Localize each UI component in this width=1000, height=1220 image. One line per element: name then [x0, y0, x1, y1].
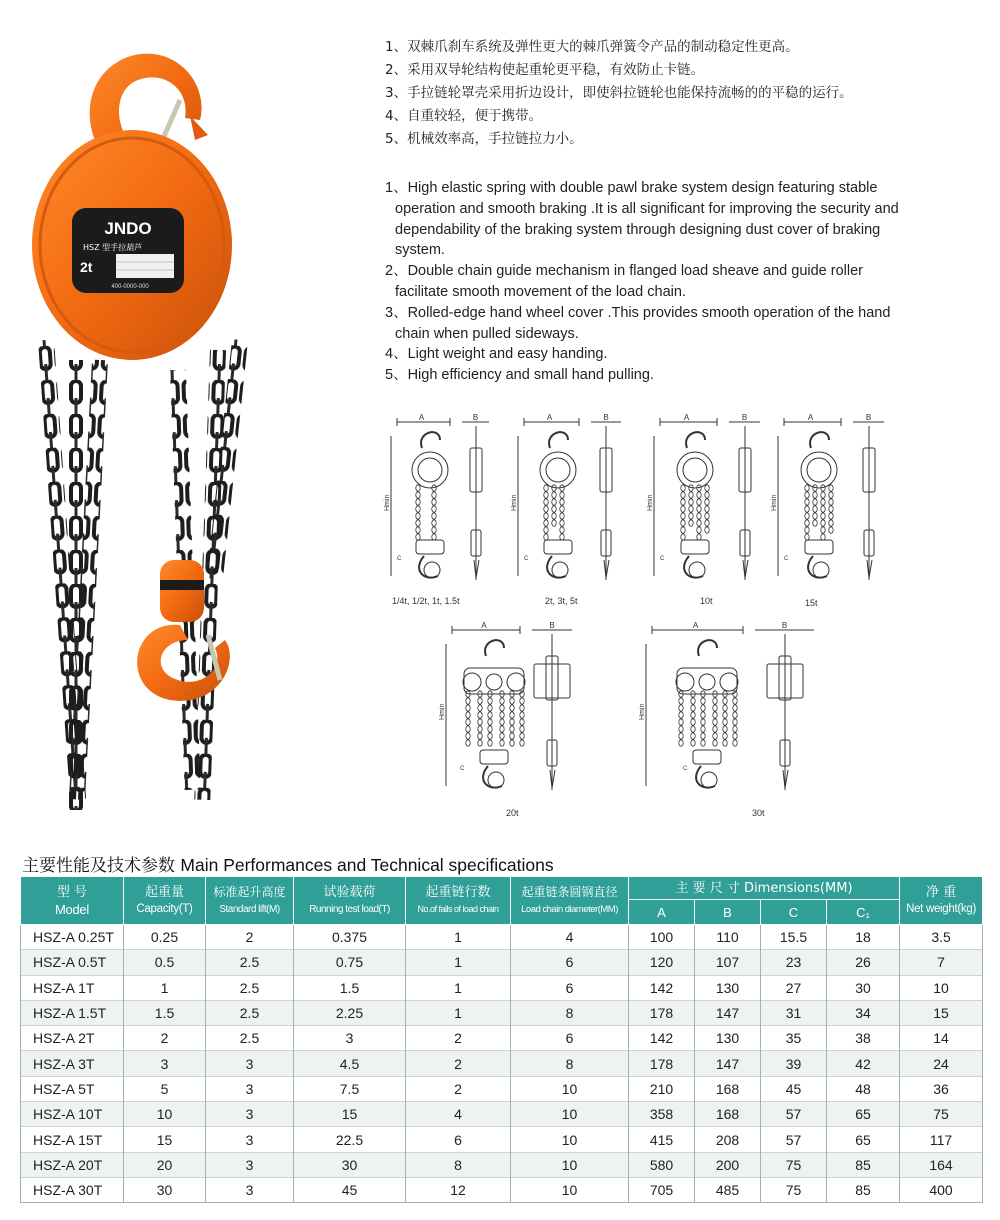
spec-title-cn: 主要性能及技术参数 — [22, 856, 175, 876]
model-cell: HSZ-A 0.5T — [21, 950, 124, 975]
diagram-caption: 2t, 3t, 5t — [545, 596, 578, 606]
header-dimensions: 主 要 尺 寸 Dimensions(MM) — [629, 877, 900, 900]
feature-en-item: 2、Double chain guide mechanism in flanged load sheave and guide roller facilitate smooth movement of the load chain. — [385, 263, 864, 300]
model-cell: HSZ-A 30T — [21, 1177, 124, 1202]
table-cell: 10 — [511, 1102, 629, 1127]
table-cell: 10 — [124, 1102, 206, 1127]
table-cell: 168 — [695, 1076, 761, 1101]
table-cell: 24 — [900, 1051, 983, 1076]
table-cell: 30 — [294, 1152, 406, 1177]
table-cell: 400 — [900, 1177, 983, 1202]
model-cell: HSZ-A 15T — [21, 1127, 124, 1152]
table-cell: 6 — [511, 1026, 629, 1051]
table-row — [21, 1076, 983, 1101]
diagram-caption: 30t — [752, 808, 765, 818]
dimension-diagram — [640, 620, 820, 800]
model-cell: HSZ-A 10T — [21, 1102, 124, 1127]
table-cell: 27 — [761, 975, 827, 1000]
table-cell: 30 — [124, 1177, 206, 1202]
brand-logo: JNDO — [104, 219, 152, 238]
table-cell: 2 — [406, 1026, 511, 1051]
table-cell: 57 — [761, 1127, 827, 1152]
table-cell: 147 — [695, 1051, 761, 1076]
table-cell: 75 — [761, 1152, 827, 1177]
table-cell: 2 — [124, 1026, 206, 1051]
table-row — [21, 1026, 983, 1051]
header-model: 型 号 Model — [21, 877, 124, 925]
table-cell: 6 — [511, 975, 629, 1000]
table-cell: 30 — [827, 975, 900, 1000]
table-cell: 48 — [827, 1076, 900, 1101]
table-cell: 2 — [406, 1076, 511, 1101]
table-cell: 26 — [827, 950, 900, 975]
table-cell: 2 — [206, 925, 294, 950]
features-chinese — [385, 36, 975, 151]
table-cell: 15.5 — [761, 925, 827, 950]
nameplate-title: HSZ 型手拉葫芦 — [83, 243, 143, 252]
table-cell: 15 — [294, 1102, 406, 1127]
table-cell: 39 — [761, 1051, 827, 1076]
table-cell: 8 — [511, 1051, 629, 1076]
table-cell: 35 — [761, 1026, 827, 1051]
table-cell: 1 — [406, 950, 511, 975]
table-cell: 3 — [206, 1127, 294, 1152]
table-cell: 15 — [900, 1000, 983, 1025]
svg-text:Hmin: Hmin — [384, 494, 391, 511]
diagram-caption: 10t — [700, 596, 713, 606]
table-cell: 10 — [511, 1177, 629, 1202]
chain-hoist-photo — [20, 40, 260, 820]
table-cell: 164 — [900, 1152, 983, 1177]
svg-text:Hmin: Hmin — [639, 703, 646, 720]
table-cell: 1.5 — [124, 1000, 206, 1025]
dimension-diagram — [512, 412, 627, 590]
table-cell: 210 — [629, 1076, 695, 1101]
table-cell: 10 — [511, 1127, 629, 1152]
table-cell: 2.5 — [206, 1000, 294, 1025]
table-cell: 5 — [124, 1076, 206, 1101]
table-cell: 42 — [827, 1051, 900, 1076]
table-row — [21, 950, 983, 975]
table-cell: 0.5 — [124, 950, 206, 975]
table-cell: 415 — [629, 1127, 695, 1152]
table-cell: 168 — [695, 1102, 761, 1127]
table-cell: 10 — [511, 1152, 629, 1177]
table-cell: 85 — [827, 1152, 900, 1177]
table-cell: 147 — [695, 1000, 761, 1025]
header-lift: 标准起升高度 Standard lift(M) — [206, 877, 294, 925]
table-cell: 12 — [406, 1177, 511, 1202]
table-cell: 1 — [406, 925, 511, 950]
header-dim-c1: C₁ — [827, 900, 900, 925]
table-cell: 20 — [124, 1152, 206, 1177]
header-falls: 起重链行数 No.of falls of load chain — [406, 877, 511, 925]
table-cell: 2.5 — [206, 1026, 294, 1051]
svg-text:C: C — [524, 556, 529, 562]
dimension-diagram — [385, 412, 495, 590]
table-cell: 15 — [124, 1127, 206, 1152]
header-test-load: 试验载荷 Running test load(T) — [294, 877, 406, 925]
table-cell: 31 — [761, 1000, 827, 1025]
feature-en-item: 3、Rolled-edge hand wheel cover .This provides smooth operation of the hand chain when pulled sideways. — [385, 304, 891, 342]
svg-text:Hmin: Hmin — [647, 494, 654, 511]
header-chain-diameter: 起重链条圆钢直径 Load chain diameter(MM) — [511, 877, 629, 925]
spec-title-en: Main Performances and Technical specifications — [180, 855, 554, 875]
table-cell: 36 — [900, 1076, 983, 1101]
svg-text:C: C — [397, 556, 402, 562]
svg-text:A: A — [692, 621, 699, 630]
table-cell: 75 — [900, 1102, 983, 1127]
table-cell: 4.5 — [294, 1051, 406, 1076]
svg-text:Hmin: Hmin — [439, 703, 446, 720]
table-cell: 2.25 — [294, 1000, 406, 1025]
table-row — [21, 975, 983, 1000]
table-cell: 57 — [761, 1102, 827, 1127]
table-cell: 358 — [629, 1102, 695, 1127]
table-cell: 75 — [761, 1177, 827, 1202]
table-cell: 18 — [827, 925, 900, 950]
spec-table — [20, 876, 983, 1203]
table-cell: 3 — [206, 1076, 294, 1101]
svg-text:A: A — [546, 413, 553, 422]
table-cell: 23 — [761, 950, 827, 975]
hand-chain — [38, 339, 248, 810]
model-cell: HSZ-A 0.25T — [21, 925, 124, 950]
table-cell: 142 — [629, 975, 695, 1000]
table-cell: 3.5 — [900, 925, 983, 950]
table-cell: 85 — [827, 1177, 900, 1202]
table-cell: 45 — [294, 1177, 406, 1202]
table-cell: 0.375 — [294, 925, 406, 950]
svg-text:A: A — [683, 413, 690, 422]
table-cell: 8 — [406, 1152, 511, 1177]
table-cell: 3 — [206, 1177, 294, 1202]
table-cell: 120 — [629, 950, 695, 975]
feature-en-item: 1、High elastic spring with double pawl brake system design featuring stable operation and smooth braking .It is all significant for improving the security and dependability of the braking system through designing dust cover of braking system. — [385, 180, 899, 259]
svg-text:B: B — [603, 413, 609, 422]
table-cell: 10 — [900, 975, 983, 1000]
table-cell: 130 — [695, 975, 761, 1000]
svg-text:A: A — [807, 413, 814, 422]
dimension-diagram — [772, 412, 890, 590]
feature-cn-item: 4、自重较轻，便于携带。 — [385, 108, 543, 124]
model-cell: HSZ-A 20T — [21, 1152, 124, 1177]
features-english — [385, 178, 905, 386]
svg-text:A: A — [418, 413, 425, 422]
feature-cn-item: 1、双棘爪刹车系统及弹性更大的棘爪弹簧令产品的制动稳定性更高。 — [385, 39, 799, 55]
table-cell: 110 — [695, 925, 761, 950]
table-cell: 65 — [827, 1102, 900, 1127]
table-row — [21, 1177, 983, 1202]
table-cell: 3 — [206, 1051, 294, 1076]
nameplate-capacity: 2t — [80, 259, 93, 275]
table-cell: 580 — [629, 1152, 695, 1177]
table-cell: 705 — [629, 1177, 695, 1202]
table-cell: 2.5 — [206, 950, 294, 975]
table-row — [21, 925, 983, 950]
model-cell: HSZ-A 5T — [21, 1076, 124, 1101]
header-dim-b: B — [695, 900, 761, 925]
model-cell: HSZ-A 1T — [21, 975, 124, 1000]
diagram-caption: 20t — [506, 808, 519, 818]
table-cell: 1.5 — [294, 975, 406, 1000]
table-row — [21, 1051, 983, 1076]
table-cell: 14 — [900, 1026, 983, 1051]
feature-cn-item: 2、采用双导轮结构使起重轮更平稳，有效防止卡链。 — [385, 62, 705, 78]
model-cell: HSZ-A 1.5T — [21, 1000, 124, 1025]
table-cell: 4 — [406, 1102, 511, 1127]
table-cell: 1 — [406, 975, 511, 1000]
table-cell: 3 — [124, 1051, 206, 1076]
table-cell: 7.5 — [294, 1076, 406, 1101]
table-row — [21, 1152, 983, 1177]
table-cell: 485 — [695, 1177, 761, 1202]
table-cell: 200 — [695, 1152, 761, 1177]
svg-text:C: C — [460, 766, 465, 772]
table-row — [21, 1102, 983, 1127]
table-cell: 1 — [406, 1000, 511, 1025]
table-cell: 4 — [511, 925, 629, 950]
table-cell: 7 — [900, 950, 983, 975]
table-cell: 10 — [511, 1076, 629, 1101]
table-cell: 178 — [629, 1000, 695, 1025]
svg-text:Hmin: Hmin — [511, 494, 518, 511]
svg-text:C: C — [660, 556, 665, 562]
svg-text:C: C — [683, 766, 688, 772]
svg-text:Hmin: Hmin — [771, 494, 778, 511]
svg-text:A: A — [481, 621, 487, 630]
dimension-diagram — [648, 412, 766, 590]
header-capacity: 起重量 Capacity(T) — [124, 877, 206, 925]
diagram-caption: 15t — [805, 598, 818, 608]
nameplate-phone: 400-0000-000 — [111, 284, 149, 290]
hoist-body — [32, 130, 232, 360]
table-cell: 6 — [511, 950, 629, 975]
table-cell: 38 — [827, 1026, 900, 1051]
svg-text:B: B — [549, 621, 555, 630]
model-cell: HSZ-A 3T — [21, 1051, 124, 1076]
table-cell: 34 — [827, 1000, 900, 1025]
svg-text:B: B — [781, 621, 788, 630]
svg-text:C: C — [784, 556, 789, 562]
svg-text:B: B — [741, 413, 748, 422]
table-cell: 0.25 — [124, 925, 206, 950]
feature-cn-item: 5、机械效率高，手拉链拉力小。 — [385, 131, 583, 147]
table-cell: 3 — [206, 1152, 294, 1177]
table-row — [21, 1127, 983, 1152]
table-cell: 2.5 — [206, 975, 294, 1000]
table-cell: 100 — [629, 925, 695, 950]
table-cell: 22.5 — [294, 1127, 406, 1152]
spec-title — [22, 851, 554, 876]
table-cell: 142 — [629, 1026, 695, 1051]
table-cell: 1 — [124, 975, 206, 1000]
model-cell: HSZ-A 2T — [21, 1026, 124, 1051]
table-cell: 8 — [511, 1000, 629, 1025]
header-weight: 净 重 Net weight(kg) — [900, 877, 983, 925]
table-row — [21, 1000, 983, 1025]
header-dim-a: A — [629, 900, 695, 925]
svg-text:B: B — [865, 413, 872, 422]
feature-cn-item: 3、手拉链轮罩壳采用折边设计，即使斜拉链轮也能保持流畅的的平稳的运行。 — [385, 85, 853, 101]
table-cell: 130 — [695, 1026, 761, 1051]
table-cell: 3 — [206, 1102, 294, 1127]
table-cell: 2 — [406, 1051, 511, 1076]
diagram-caption: 1/4t, 1/2t, 1t, 1.5t — [392, 596, 460, 606]
table-cell: 45 — [761, 1076, 827, 1101]
table-cell: 208 — [695, 1127, 761, 1152]
dimension-diagram — [440, 620, 578, 800]
header-dim-c: C — [761, 900, 827, 925]
table-cell: 107 — [695, 950, 761, 975]
table-cell: 65 — [827, 1127, 900, 1152]
svg-text:B: B — [472, 413, 479, 422]
feature-en-item: 4、Light weight and easy handing. — [385, 346, 608, 363]
feature-en-item: 5、High efficiency and small hand pulling. — [385, 367, 654, 384]
table-cell: 117 — [900, 1127, 983, 1152]
table-cell: 178 — [629, 1051, 695, 1076]
table-cell: 6 — [406, 1127, 511, 1152]
table-cell: 3 — [294, 1026, 406, 1051]
table-cell: 0.75 — [294, 950, 406, 975]
